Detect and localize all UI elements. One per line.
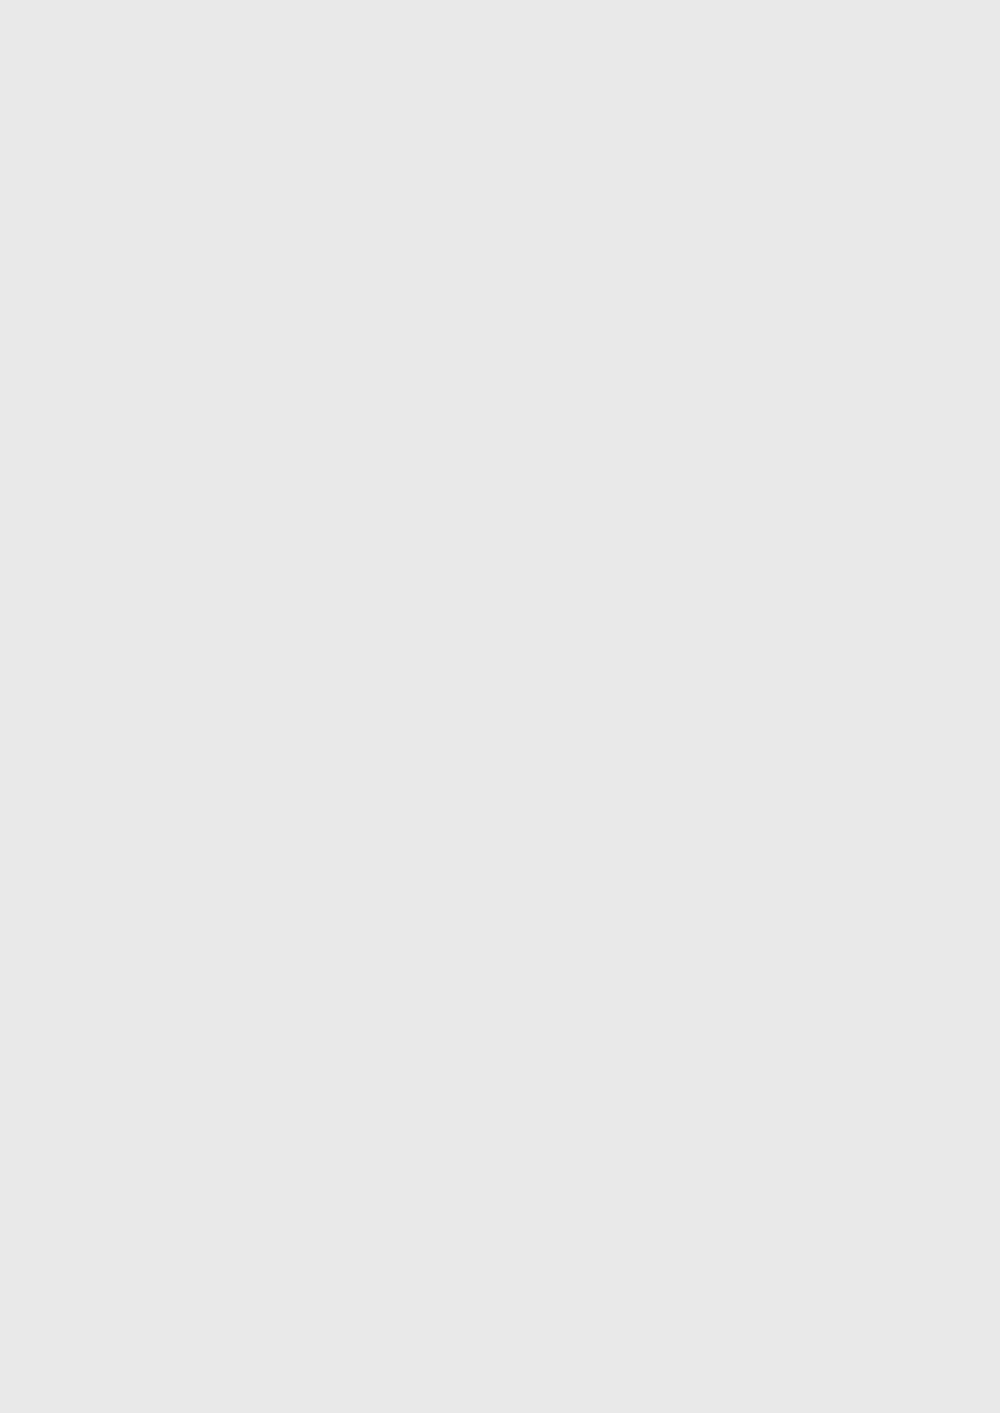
liveworksheets-logo <box>697 1378 723 1408</box>
logo-mark-icon <box>697 1381 720 1406</box>
